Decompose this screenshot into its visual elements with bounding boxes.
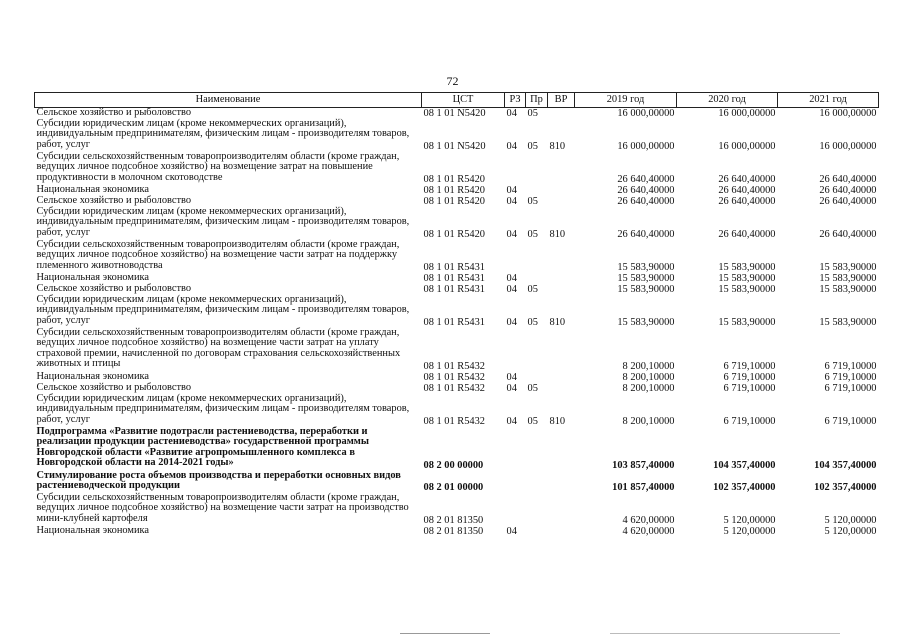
table-row [35,295,879,328]
row-2020: 26 640,40000 [718,195,776,207]
row-cst: 08 1 01 R5420 [423,195,485,207]
row-2019: 26 640,40000 [617,228,675,240]
row-2021: 16 000,00000 [819,140,877,152]
row-2019: 16 000,00000 [617,140,675,152]
row-2020: 26 640,40000 [718,228,776,240]
row-2019: 15 583,90000 [617,272,675,284]
row-2021: 6 719,10000 [824,382,877,394]
row-rz: 04 [506,283,517,295]
row-2020: 15 583,90000 [718,283,776,295]
table-body [35,108,879,538]
row-cst: 08 2 01 00000 [423,481,484,493]
row-rz: 04 [506,371,517,383]
row-rz [505,471,526,493]
row-2019: 8 200,10000 [622,415,675,427]
row-name: Стимулирование роста объемов производства и переработки основных видов растениеводческой продукции [36,470,401,492]
row-rz [505,427,526,471]
table-row [35,493,879,526]
table-row [35,152,879,185]
row-cst: 08 1 01 R5420 [423,228,485,240]
row-vr: 810 [549,316,566,328]
table-row [35,471,879,493]
row-2021: 15 583,90000 [819,261,877,273]
row-2019: 15 583,90000 [617,283,675,295]
row-vr [548,372,575,383]
row-2020: 6 719,10000 [723,360,776,372]
row-vr [548,383,575,394]
row-pr: 05 [527,283,538,295]
row-name: Субсидии юридическим лицам (кроме некоммерческих организаций), индивидуальным предпринимателям, физическим лицам - производителям товаров, работ, услуг [36,118,410,150]
row-2019: 26 640,40000 [617,184,675,196]
row-2019: 8 200,10000 [622,371,675,383]
table-row [35,119,879,152]
row-vr [548,196,575,207]
row-vr [548,185,575,196]
row-2021: 5 120,00000 [824,514,877,526]
row-rz: 04 [506,195,517,207]
row-2019: 8 200,10000 [622,360,675,372]
row-cst: 08 1 01 R5420 [423,173,485,185]
row-2021: 15 583,90000 [819,283,877,295]
table-row [35,526,879,537]
row-cst: 08 1 01 R5432 [423,415,485,427]
row-cst: 08 1 01 R5420 [423,184,485,196]
row-2020: 6 719,10000 [723,371,776,383]
row-name: Субсидии юридическим лицам (кроме некоммерческих организаций), индивидуальным предпринимателям, физическим лицам - производителям товаров, работ, услуг [36,393,410,425]
table-header-row [35,93,879,108]
row-rz [505,240,526,273]
header-2019: 2019 год [575,93,677,108]
row-2019: 15 583,90000 [617,316,675,328]
row-pr [526,328,548,372]
row-2020: 6 719,10000 [723,415,776,427]
row-2020: 5 120,00000 [723,525,776,537]
row-name: Сельское хозяйство и рыболовство [36,283,192,294]
row-pr [526,185,548,196]
page-number: 72 [446,74,459,88]
row-name: Сельское хозяйство и рыболовство [36,382,192,393]
row-2019: 8 200,10000 [622,382,675,394]
row-pr [526,427,548,471]
row-name: Национальная экономика [36,371,150,382]
row-rz: 04 [506,382,517,394]
row-cst: 08 1 01 R5432 [423,382,485,394]
row-2019: 101 857,40000 [612,481,675,493]
row-rz [505,328,526,372]
row-rz: 04 [506,316,517,328]
header-vr: ВР [548,93,575,108]
row-2021: 26 640,40000 [819,228,877,240]
row-name: Субсидии сельскохозяйственным товаропроизводителям области (кроме граждан, ведущих личное подсобное хозяйство) на возмещение части затрат на производство мини-клубней картофеля [36,492,409,524]
row-2021: 26 640,40000 [819,195,877,207]
row-2020: 104 357,40000 [713,459,776,471]
row-rz: 04 [506,228,517,240]
header-cst: ЦСТ [422,93,505,108]
row-vr [548,493,575,526]
header-rz: РЗ [505,93,526,108]
row-2021: 26 640,40000 [819,173,877,185]
row-name: Субсидии сельскохозяйственным товаропроизводителям области (кроме граждан, ведущих личное подсобное хозяйство) на возмещение части затрат на поддержку племенного животноводства [36,239,400,271]
row-2021: 104 357,40000 [814,459,877,471]
row-pr: 05 [527,415,538,427]
row-cst: 08 2 01 81350 [423,525,484,537]
header-pr: Пр [526,93,548,108]
row-cst: 08 1 01 R5431 [423,283,485,295]
row-2021: 6 719,10000 [824,415,877,427]
row-name: Национальная экономика [36,525,150,536]
row-2020: 15 583,90000 [718,316,776,328]
row-rz: 04 [506,415,517,427]
row-vr [548,328,575,372]
row-2021: 5 120,00000 [824,525,877,537]
table-row [35,240,879,273]
row-2021: 15 583,90000 [819,316,877,328]
row-name: Сельское хозяйство и рыболовство [36,107,192,118]
row-pr [526,273,548,284]
row-2021: 26 640,40000 [819,184,877,196]
row-2020: 16 000,00000 [718,140,776,152]
row-vr [548,108,575,120]
row-vr: 810 [549,140,566,152]
row-pr: 05 [527,228,538,240]
row-cst: 08 1 01 N5420 [423,140,486,152]
row-vr [548,240,575,273]
row-cst: 08 1 01 R5432 [423,360,485,372]
row-2021: 15 583,90000 [819,272,877,284]
header-2021: 2021 год [778,93,879,108]
row-2021: 6 719,10000 [824,360,877,372]
row-pr: 05 [527,382,538,394]
row-name: Субсидии юридическим лицам (кроме некоммерческих организаций), индивидуальным предпринимателям, физическим лицам - производителям товаров, работ, услуг [36,206,410,238]
row-pr [526,526,548,537]
row-vr [548,284,575,295]
row-rz [505,493,526,526]
row-rz [505,152,526,185]
row-vr: 810 [549,228,566,240]
row-cst: 08 2 01 81350 [423,514,484,526]
row-rz: 04 [506,184,517,196]
row-2020: 102 357,40000 [713,481,776,493]
row-2019: 26 640,40000 [617,195,675,207]
scan-artifact-line [610,633,840,634]
row-vr [548,427,575,471]
row-pr [526,152,548,185]
row-2019: 4 620,00000 [622,525,675,537]
row-name: Национальная экономика [36,184,150,195]
row-name: Сельское хозяйство и рыболовство [36,195,192,206]
row-name: Субсидии сельскохозяйственным товаропроизводителям области (кроме граждан, ведущих личное подсобное хозяйство) на возмещение части затрат на уплату страховой премии, начисленной по договорам страхования сельскохозяйственных животных и птицы [36,327,401,370]
row-vr [548,526,575,537]
row-2020: 15 583,90000 [718,272,776,284]
row-cst: 08 1 01 R5431 [423,316,485,328]
row-2019: 15 583,90000 [617,261,675,273]
header-name: Наименование [35,93,422,108]
row-2020: 26 640,40000 [718,184,776,196]
row-pr: 05 [527,140,538,152]
row-2021: 6 719,10000 [824,371,877,383]
row-2020: 16 000,00000 [718,107,776,119]
row-rz: 04 [506,525,517,537]
row-pr [526,493,548,526]
row-cst: 08 1 01 R5431 [423,272,485,284]
row-rz: 04 [506,140,517,152]
scan-artifact-line [400,633,490,634]
row-2021: 16 000,00000 [819,107,877,119]
row-name: Субсидии сельскохозяйственным товаропроизводителям области (кроме граждан, ведущих личное подсобное хозяйство) на возмещение затрат на повышение продуктивности в молочном скотоводстве [36,151,400,183]
row-2019: 4 620,00000 [622,514,675,526]
row-pr: 05 [527,316,538,328]
row-vr [548,273,575,284]
row-2019: 16 000,00000 [617,107,675,119]
row-2020: 6 719,10000 [723,382,776,394]
row-cst: 08 1 01 R5431 [423,261,485,273]
row-2020: 26 640,40000 [718,173,776,185]
row-cst: 08 2 00 00000 [423,459,484,471]
row-2021: 102 357,40000 [814,481,877,493]
row-2019: 26 640,40000 [617,173,675,185]
table-row [35,427,879,471]
row-2019: 103 857,40000 [612,459,675,471]
row-vr [548,152,575,185]
row-2020: 5 120,00000 [723,514,776,526]
row-pr [526,471,548,493]
row-pr: 05 [527,107,538,119]
row-name: Подпрограмма «Развитие подотрасли растениеводства, переработки и реализации продукции растениеводства» государственной программы Новгородской области «Развитие агропромышленного комплекса в Новгородской области на 2014-2021 годы» [36,426,369,469]
row-name: Субсидии юридическим лицам (кроме некоммерческих организаций), индивидуальным предпринимателям, физическим лицам - производителям товаров, работ, услуг [36,294,410,326]
row-pr [526,240,548,273]
header-2020: 2020 год [677,93,778,108]
row-vr [548,471,575,493]
row-rz: 04 [506,107,517,119]
row-rz: 04 [506,272,517,284]
row-cst: 08 1 01 R5432 [423,371,485,383]
budget-table [34,92,879,537]
row-pr [526,372,548,383]
row-2020: 15 583,90000 [718,261,776,273]
table-row [35,394,879,427]
table-row [35,328,879,372]
row-pr: 05 [527,195,538,207]
row-name: Национальная экономика [36,272,150,283]
row-cst: 08 1 01 N5420 [423,107,486,119]
row-vr: 810 [549,415,566,427]
table-row [35,207,879,240]
